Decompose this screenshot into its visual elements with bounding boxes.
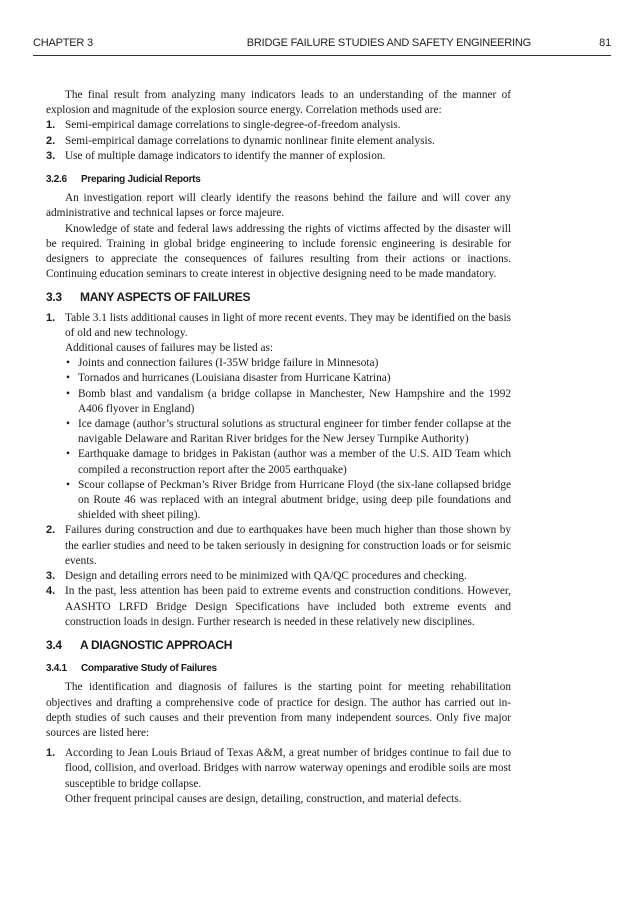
item-number: 3. [46, 149, 56, 162]
section-heading-3-4 [46, 638, 511, 653]
subsection-heading-3-4-1 [46, 661, 511, 676]
additional-causes-list [65, 356, 511, 523]
heading-title: Comparative Study of Failures [81, 663, 217, 675]
item-text: In the past, less attention has been paid to extreme events and construction conditions. However, AASHTO LRFD Bridge Design Specifications have included both extreme events and construction loads in design. Further research is needed in these relatively new disciplines. [65, 585, 511, 628]
item-number: 2. [46, 134, 56, 147]
bullet-icon: • [66, 387, 70, 400]
page-body [46, 88, 511, 807]
item-number: 4. [46, 585, 56, 598]
major-sources-list [46, 746, 511, 807]
bullet-item [65, 356, 511, 371]
paragraph: Knowledge of state and federal laws addressing the rights of victims affected by the disaster will be required. Training in global bridge engineering to include forensic engineering is desirable for designers to appreciate the consequences of failures resulting from their actions or inactions. Continuing education seminars to create interest in objective designing need to be made mandatory. [46, 222, 511, 281]
heading-title: A DIAGNOSTIC APPROACH [80, 637, 233, 652]
bullet-text: Earthquake damage to bridges in Pakistan (author was a member of the U.S. AID Team which compiled a reconstruction report after the 2005 earthquake) [78, 448, 511, 476]
bullet-text: Tornados and hurricanes (Louisiana disaster from Hurricane Katrina) [78, 372, 391, 385]
item-text: Use of multiple damage indicators to identify the manner of explosion. [65, 149, 386, 162]
item-number: 3. [46, 570, 56, 583]
item-number: 1. [46, 311, 56, 324]
failure-aspects-list [46, 311, 511, 630]
bullet-text: Scour collapse of Peckman’s River Bridge from Hurricane Floyd (the six-lane collapsed bridge on Route 46 was replaced with an integral abutment bridge, using deep pile foundations and shielded with sheet piling). [78, 478, 511, 522]
item-number: 1. [46, 119, 56, 132]
item-text: Design and detailing errors need to be minimized with QA/QC procedures and checking. [65, 570, 467, 583]
heading-number: 3.4.1 [46, 663, 67, 675]
bullet-icon: • [66, 418, 70, 431]
item-number: 1. [46, 747, 56, 760]
bullet-item [65, 387, 511, 417]
bullet-text: Bomb blast and vandalism (a bridge collapse in Manchester, New Hampshire and the 1992 A406 flyover in England) [78, 387, 511, 415]
bullet-item [65, 417, 511, 447]
bullet-text: Ice damage (author’s structural solutions as structural engineer for timber fender collapse at the navigable Delaware and Raritan River bridges for the New Jersey Turnpike Authority) [78, 418, 511, 446]
running-header [33, 37, 611, 53]
list-item [46, 311, 511, 524]
page-number: 81 [599, 37, 611, 49]
list-item [46, 149, 511, 164]
header-rule [33, 55, 611, 56]
item-text: According to Jean Louis Briaud of Texas A&M, a great number of bridges continue to fail due to flood, collision, and overload. Bridges with narrow waterway openings and erodible soils are most susceptible to bridge collapse. [65, 747, 511, 790]
list-item [46, 523, 511, 569]
paragraph: An investigation report will clearly identify the reasons behind the failure and will cover any administrative and technical lapses or force majeure. [46, 192, 511, 220]
item-subtext: Additional causes of failures may be listed as: [65, 342, 273, 355]
intro-paragraph: The final result from analyzing many indicators leads to an understanding of the manner of explosion and magnitude of the explosion source energy. Correlation methods used are: [46, 89, 511, 117]
chapter-label: CHAPTER 3 [33, 37, 93, 49]
bullet-icon: • [66, 357, 70, 370]
bullet-icon: • [66, 372, 70, 385]
list-item [46, 746, 511, 807]
item-subtext: Other frequent principal causes are design, detailing, construction, and material defects. [65, 792, 462, 805]
heading-number: 3.4 [46, 637, 62, 652]
item-text: Semi-empirical damage correlations to single-degree-of-freedom analysis. [65, 119, 401, 132]
list-item [46, 569, 511, 584]
item-text: Semi-empirical damage correlations to dynamic nonlinear finite element analysis. [65, 134, 435, 147]
list-item [46, 118, 511, 133]
correlation-methods-list [46, 118, 511, 164]
list-item [46, 584, 511, 630]
section-heading-3-3 [46, 290, 511, 305]
item-number: 2. [46, 524, 56, 537]
bullet-text: Joints and connection failures (I-35W bridge failure in Minnesota) [78, 357, 379, 370]
bullet-item [65, 478, 511, 524]
heading-number: 3.3 [46, 290, 62, 305]
item-text: Failures during construction and due to earthquakes have been much higher than those shown by the earlier studies and need to be taken seriously in designing for construction loads or for seismic events. [65, 524, 511, 567]
heading-title: Preparing Judicial Reports [81, 174, 201, 186]
heading-title: MANY ASPECTS OF FAILURES [80, 290, 251, 305]
bullet-item [65, 371, 511, 386]
item-text: Table 3.1 lists additional causes in light of more recent events. They may be identified on the basis of old and new technology. [65, 311, 511, 339]
bullet-item [65, 447, 511, 477]
heading-number: 3.2.6 [46, 174, 67, 186]
paragraph: The identification and diagnosis of failures is the starting point for meeting rehabilitation objectives and drafting a comprehensive code of practice for design. The author has carried out in-depth studies of such causes and their prevention from many independent sources. Only five major sources are listed here: [46, 681, 511, 739]
list-item [46, 134, 511, 149]
running-title: BRIDGE FAILURE STUDIES AND SAFETY ENGINEERING [246, 37, 531, 49]
bullet-icon: • [66, 448, 70, 461]
subsection-heading-3-2-6 [46, 172, 511, 187]
bullet-icon: • [66, 478, 70, 491]
